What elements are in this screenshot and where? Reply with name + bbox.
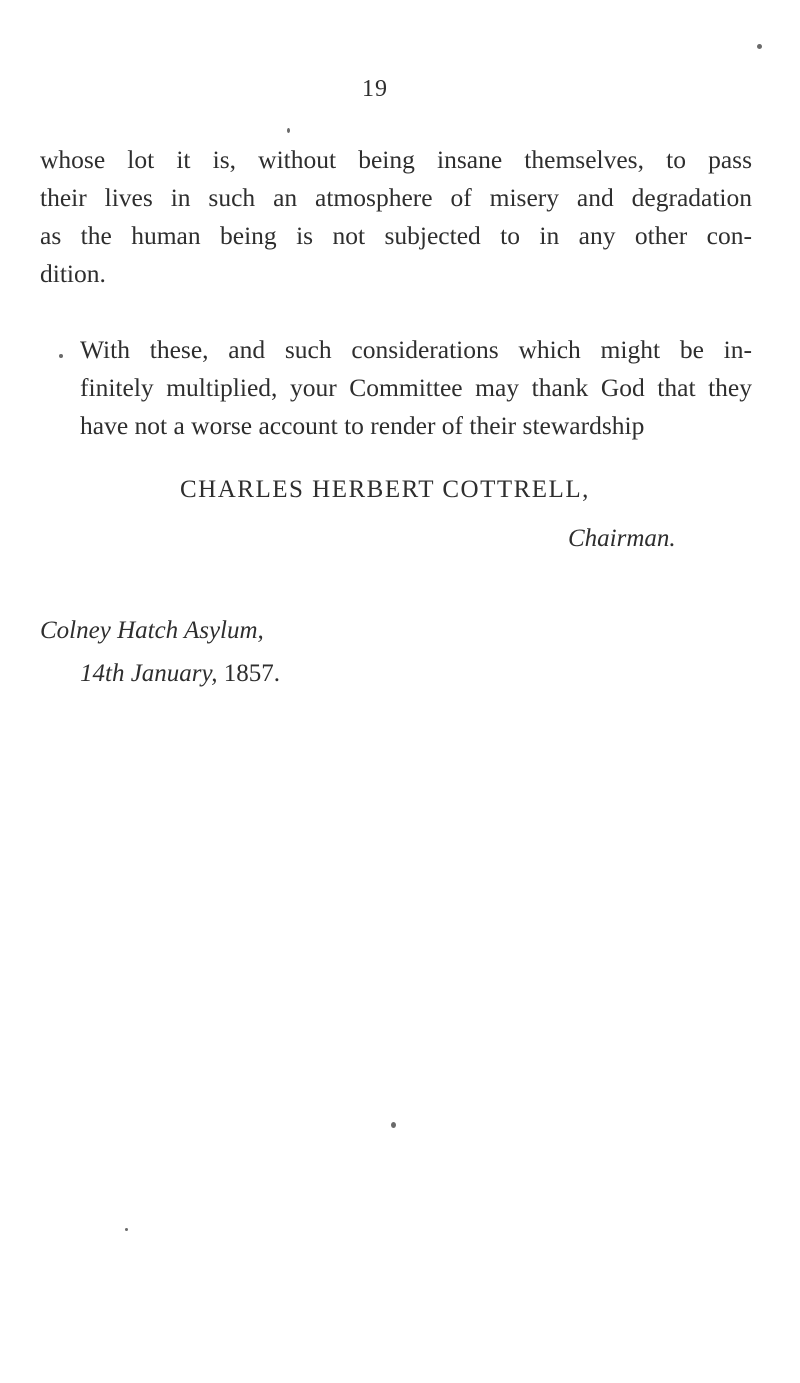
signature-title: Chairman. xyxy=(568,525,676,552)
signature-name: CHARLES HERBERT COTTRELL, xyxy=(180,476,590,503)
paragraph-line: as the human being is not subjected to in any other con- xyxy=(40,221,752,250)
paragraph-1 xyxy=(40,141,752,293)
paragraph-line: whose lot it is, without being insane themselves, to pass xyxy=(40,145,752,174)
scan-speck xyxy=(125,1228,128,1231)
date-line xyxy=(80,660,280,688)
page-number: 19 xyxy=(362,76,388,102)
scan-speck xyxy=(59,354,63,358)
paragraph-line: have not a worse account to render of their stewardship xyxy=(80,411,645,440)
scan-speck xyxy=(391,1122,396,1128)
scan-speck xyxy=(287,128,290,133)
scan-speck xyxy=(757,44,762,49)
paragraph-line: dition. xyxy=(40,259,106,288)
paragraph-line: their lives in such an atmosphere of misery and degradation xyxy=(40,183,752,212)
date-year: 1857. xyxy=(223,660,280,687)
paragraph-line: finitely multiplied, your Committee may thank God that they xyxy=(80,373,752,402)
paragraph-2 xyxy=(40,331,752,445)
date-day: 14th xyxy=(80,660,125,687)
date-month: January, xyxy=(130,660,218,687)
place-line: Colney Hatch Asylum, xyxy=(40,617,264,644)
paragraph-line: With these, and such considerations which might be in- xyxy=(80,335,752,364)
